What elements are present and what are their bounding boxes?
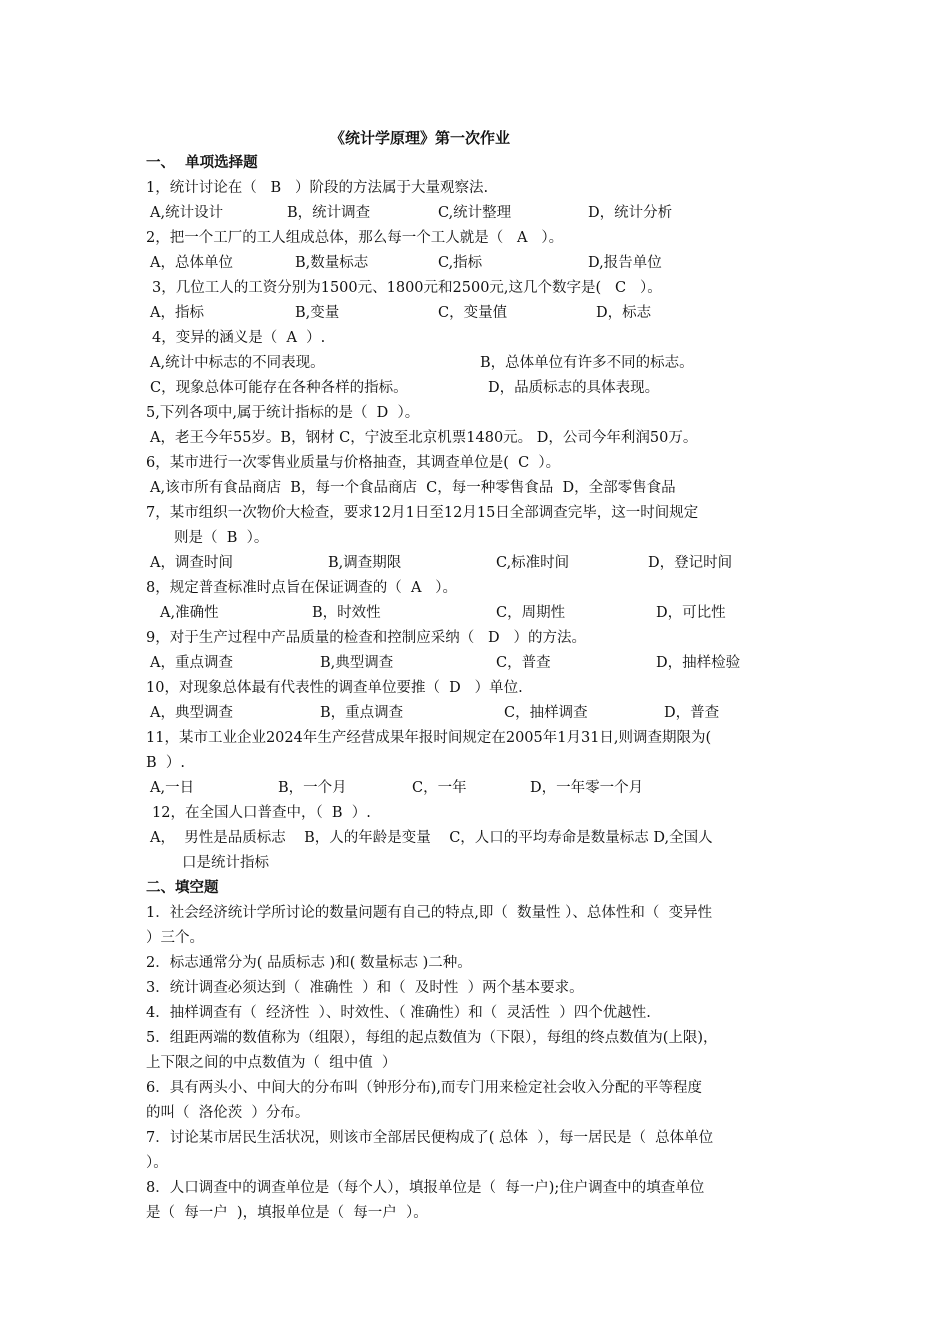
q3-option-c: C，变量值 [438,305,508,321]
fill-line: 7．讨论某市居民生活状况，则该市全部居民便构成了( 总体 ），每一居民是（ 总体单位 [146,1130,714,1146]
q11-option-d: D，一年零一个月 [530,780,644,796]
q1-option-a: A,统计设计 [150,205,224,221]
question-10: 10，对现象总体最有代表性的调查单位要推（ D ）单位. [146,680,523,696]
q12-options-cont: 口是统计指标 [182,855,269,871]
question-9: 9，对于生产过程中产品质量的检查和控制应采纳（ D ）的方法。 [146,630,587,646]
fill-line: 上下限之间的中点数值为（ 组中值 ） [146,1055,397,1071]
fill-line: 是（ 每一户 )，填报单位是（ 每一户 ）。 [146,1205,428,1221]
q11-option-a: A,一日 [150,780,195,796]
q10-option-a: A，典型调查 [150,705,233,721]
q5-options: A，老王今年55岁。B，钢材 C，宁波至北京机票1480元。 D，公司今年利润50万。 [150,430,698,446]
fill-line: 8．人口调查中的调查单位是（每个人），填报单位是（ 每一户);住户调查中的填查单位 [146,1180,705,1196]
fill-line: ）三个。 [146,930,204,946]
document-title: 《统计学原理》第一次作业 [330,129,511,147]
q7-option-c: C,标准时间 [496,555,570,571]
fill-line: 5．组距两端的数值称为（组限），每组的起点数值为（下限），每组的终点数值为(上限)， [146,1030,718,1046]
fill-line: 2．标志通常分为( 品质标志 )和( 数量标志 )二种。 [146,955,472,971]
question-3: 3，几位工人的工资分别为1500元、1800元和2500元,这几个数字是( C ）。 [152,280,662,296]
q10-option-c: C，抽样调查 [504,705,588,721]
q9-option-a: A，重点调查 [150,655,233,671]
q11-option-b: B，一个月 [278,780,347,796]
section-heading-choice: 一、 单项选择题 [146,154,258,171]
q10-option-d: D，普查 [664,705,720,721]
q7-option-d: D，登记时间 [648,555,733,571]
fill-line: 的叫（ 洛伦茨 ）分布。 [146,1105,310,1121]
q4-option-a: A,统计中标志的不同表现。 [150,355,325,371]
fill-line: ）。 [146,1155,168,1171]
fill-line: 4．抽样调查有（ 经济性 ）、时效性、（ 准确性）和（ 灵活性 ）四个优越性. [146,1005,651,1021]
q9-option-c: C，普查 [496,655,551,671]
q11-option-c: C，一年 [412,780,467,796]
q3-option-a: A，指标 [150,305,204,321]
fill-line: 3．统计调查必须达到（ 准确性 ）和（ 及时性 ）两个基本要求。 [146,980,584,996]
q2-option-c: C,指标 [438,255,483,271]
question-6: 6，某市进行一次零售业质量与价格抽查，其调查单位是( C ）。 [146,455,561,471]
q10-option-b: B，重点调查 [320,705,404,721]
section-heading-fill: 二、填空题 [146,879,219,896]
question-5: 5,下列各项中,属于统计指标的是（ D ）。 [146,405,420,421]
question-8: 8，规定普查标准时点旨在保证调查的（ A ）。 [146,580,457,596]
q2-option-a: A，总体单位 [150,255,233,271]
question-11: 11，某市工业企业2024年生产经营成果年报时间规定在2005年1月31日,则调查期限为( [146,730,712,746]
q3-option-d: D，标志 [596,305,652,321]
q1-option-b: B，统计调查 [287,205,371,221]
q8-option-d: D，可比性 [656,605,726,621]
question-11-cont: B ）. [146,755,185,771]
question-4: 4，变异的涵义是（ A ）. [152,330,326,346]
fill-line: 1．社会经济统计学所讨论的数量问题有自己的特点,即（ 数量性 ）、总体性和（ 变异性 [146,905,713,921]
q7-option-a: A，调查时间 [150,555,233,571]
q7-option-b: B,调查期限 [328,555,402,571]
q8-option-c: C，周期性 [496,605,566,621]
q4-option-b: B，总体单位有许多不同的标志。 [480,355,694,371]
q6-options: A,该市所有食品商店 B，每一个食品商店 C，每一种零售食品 D，全部零售食品 [150,480,676,496]
q2-option-b: B,数量标志 [295,255,369,271]
q8-option-a: A,准确性 [160,605,219,621]
fill-line: 6．具有两头小、中间大的分布叫（钟形分布),而专门用来检定社会收入分配的平等程度 [146,1080,702,1096]
q3-option-b: B,变量 [295,305,340,321]
question-1: 1，统计讨论在（ B ）阶段的方法属于大量观察法. [146,180,489,196]
q4-option-c: C，现象总体可能存在各种各样的指标。 [150,380,408,396]
q4-option-d: D，品质标志的具体表现。 [488,380,660,396]
q12-options: A， 男性是品质标志 B，人的年龄是变量 C，人口的平均寿命是数量标志 D,全国人 [150,830,713,846]
q9-option-d: D，抽样检验 [656,655,741,671]
q1-option-c: C,统计整理 [438,205,512,221]
question-7: 7，某市组织一次物价大检查，要求12月1日至12月15日全部调查完毕，这一时间规定 [146,505,699,521]
q2-option-d: D,报告单位 [588,255,662,271]
q8-option-b: B，时效性 [312,605,381,621]
question-2: 2，把一个工厂的工人组成总体，那么每一个工人就是（ A ）。 [146,230,564,246]
q1-option-d: D，统计分析 [588,205,673,221]
question-12: 12，在全国人口普查中，（ B ）. [152,805,371,821]
q9-option-b: B,典型调查 [320,655,394,671]
question-7-cont: 则是（ B ）。 [174,530,269,546]
